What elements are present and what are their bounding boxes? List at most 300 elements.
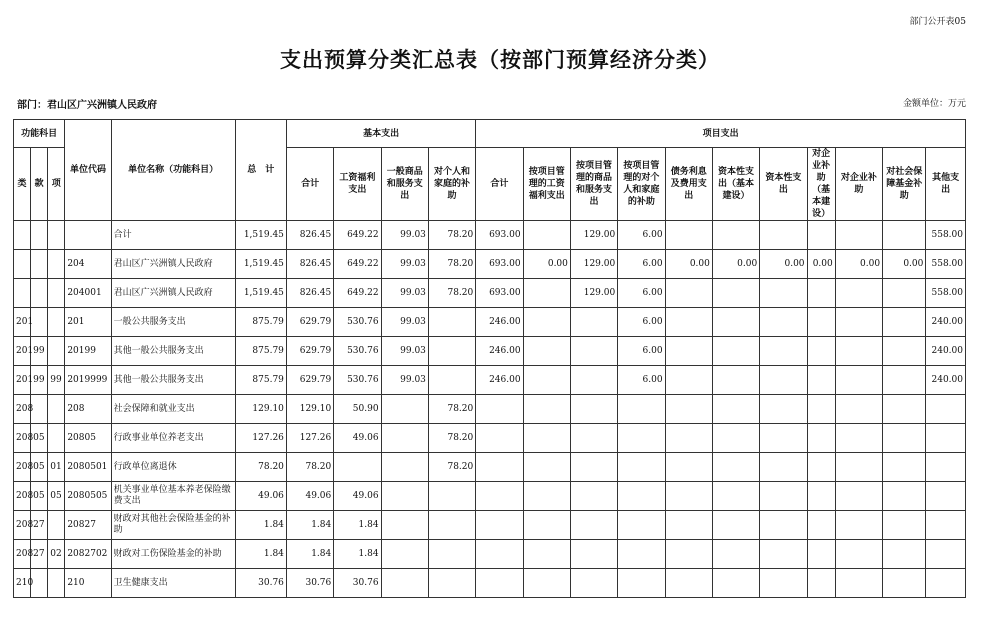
value-cell: 6.00 [618, 366, 665, 395]
value-cell [760, 453, 807, 482]
value-cell [618, 482, 665, 511]
value-cell [381, 482, 428, 511]
xiang-cell: 02 [48, 540, 65, 569]
unit-code-cell: 204001 [65, 279, 111, 308]
value-cell [712, 337, 759, 366]
kuan-cell: 27 [31, 511, 48, 540]
value-cell [883, 279, 926, 308]
project-col-header: 资本性支出 [760, 148, 807, 221]
value-cell: 78.20 [428, 221, 475, 250]
value-cell [835, 453, 882, 482]
value-cell [523, 482, 570, 511]
value-cell: 78.20 [428, 279, 475, 308]
value-cell [883, 366, 926, 395]
value-cell [428, 569, 475, 598]
xiang-cell [48, 221, 65, 250]
total-cell: 30.76 [235, 569, 286, 598]
value-cell: 240.00 [926, 308, 966, 337]
value-cell [476, 395, 523, 424]
xiang-cell [48, 337, 65, 366]
value-cell [381, 395, 428, 424]
value-cell [428, 511, 475, 540]
lei-cell: 201 [14, 308, 31, 337]
value-cell [476, 569, 523, 598]
total-cell: 875.79 [235, 308, 286, 337]
value-cell [476, 511, 523, 540]
value-cell: 30.76 [286, 569, 333, 598]
value-cell [712, 540, 759, 569]
value-cell [665, 511, 712, 540]
unit-name-cell: 机关事业单位基本养老保险缴费支出 [111, 482, 235, 511]
lei-cell: 208 [14, 540, 31, 569]
value-cell: 129.00 [570, 221, 617, 250]
value-cell [428, 482, 475, 511]
value-cell [523, 221, 570, 250]
value-cell [665, 424, 712, 453]
value-cell [570, 395, 617, 424]
kuan-cell [31, 279, 48, 308]
value-cell [665, 366, 712, 395]
value-cell: 6.00 [618, 279, 665, 308]
unit-name-cell: 其他一般公共服务支出 [111, 366, 235, 395]
value-cell [712, 511, 759, 540]
value-cell [835, 366, 882, 395]
value-cell [883, 569, 926, 598]
value-cell: 78.20 [428, 424, 475, 453]
unit-name-cell: 行政事业单位养老支出 [111, 424, 235, 453]
value-cell [665, 540, 712, 569]
value-cell: 0.00 [807, 250, 835, 279]
value-cell: 530.76 [334, 308, 381, 337]
value-cell [523, 540, 570, 569]
value-cell [381, 569, 428, 598]
lei-cell: 208 [14, 511, 31, 540]
value-cell [926, 453, 966, 482]
value-cell [760, 308, 807, 337]
value-cell [570, 511, 617, 540]
total-cell: 875.79 [235, 366, 286, 395]
value-cell: 240.00 [926, 337, 966, 366]
value-cell [712, 308, 759, 337]
value-cell: 558.00 [926, 221, 966, 250]
project-col-header: 合计 [476, 148, 523, 221]
value-cell: 127.26 [286, 424, 333, 453]
table-row [14, 511, 966, 540]
value-cell [570, 540, 617, 569]
value-cell [570, 337, 617, 366]
value-cell [570, 366, 617, 395]
value-cell [523, 308, 570, 337]
value-cell: 49.06 [286, 482, 333, 511]
value-cell [523, 279, 570, 308]
value-cell [760, 221, 807, 250]
value-cell [760, 395, 807, 424]
lei-cell: 208 [14, 453, 31, 482]
value-cell: 99.03 [381, 221, 428, 250]
value-cell [760, 540, 807, 569]
total-cell: 1,519.45 [235, 250, 286, 279]
value-cell [835, 424, 882, 453]
basic-col-header: 合计 [286, 148, 333, 221]
value-cell [428, 540, 475, 569]
lei-cell: 208 [14, 482, 31, 511]
budget-table [13, 119, 966, 598]
kuan-cell: 99 [31, 337, 48, 366]
value-cell [807, 540, 835, 569]
table-row [14, 366, 966, 395]
kuan-cell: 27 [31, 540, 48, 569]
table-row [14, 250, 966, 279]
value-cell [807, 424, 835, 453]
xiang-cell [48, 308, 65, 337]
value-cell [712, 221, 759, 250]
kuan-cell [31, 569, 48, 598]
value-cell [760, 511, 807, 540]
project-col-header: 对企业补助（基本建设） [807, 148, 835, 221]
value-cell [618, 569, 665, 598]
value-cell: 99.03 [381, 366, 428, 395]
value-cell [712, 279, 759, 308]
value-cell [618, 395, 665, 424]
xiang-cell [48, 395, 65, 424]
unit-name-cell: 君山区广兴洲镇人民政府 [111, 250, 235, 279]
xiang-header: 项 [48, 148, 65, 221]
value-cell [883, 395, 926, 424]
value-cell [665, 279, 712, 308]
kuan-cell: 05 [31, 453, 48, 482]
value-cell: 99.03 [381, 279, 428, 308]
value-cell: 0.00 [665, 250, 712, 279]
value-cell [835, 482, 882, 511]
value-cell [835, 308, 882, 337]
value-cell [807, 337, 835, 366]
value-cell [760, 337, 807, 366]
kuan-cell [31, 308, 48, 337]
kuan-cell: 05 [31, 424, 48, 453]
value-cell: 99.03 [381, 308, 428, 337]
value-cell: 629.79 [286, 337, 333, 366]
unit-name-cell: 财政对其他社会保险基金的补助 [111, 511, 235, 540]
value-cell [883, 482, 926, 511]
value-cell [760, 569, 807, 598]
basic-col-header: 对个人和家庭的补助 [428, 148, 475, 221]
table-row [14, 540, 966, 569]
unit-code-cell: 210 [65, 569, 111, 598]
total-cell: 875.79 [235, 337, 286, 366]
project-col-header: 债务利息及费用支出 [665, 148, 712, 221]
value-cell [665, 569, 712, 598]
value-cell [381, 453, 428, 482]
value-cell [760, 482, 807, 511]
value-cell [712, 482, 759, 511]
value-cell [807, 569, 835, 598]
department-label: 部门：君山区广兴洲镇人民政府 [17, 100, 157, 111]
value-cell: 530.76 [334, 337, 381, 366]
value-cell: 78.20 [428, 453, 475, 482]
value-cell [760, 366, 807, 395]
value-cell [835, 221, 882, 250]
lei-cell: 201 [14, 337, 31, 366]
total-cell: 78.20 [235, 453, 286, 482]
basic-col-header: 工资福利支出 [334, 148, 381, 221]
value-cell [760, 424, 807, 453]
value-cell: 49.06 [334, 424, 381, 453]
unit-code-cell: 2082702 [65, 540, 111, 569]
value-cell: 129.00 [570, 279, 617, 308]
total-cell: 127.26 [235, 424, 286, 453]
value-cell [835, 569, 882, 598]
value-cell [665, 308, 712, 337]
kuan-cell [31, 250, 48, 279]
value-cell: 530.76 [334, 366, 381, 395]
value-cell: 246.00 [476, 337, 523, 366]
value-cell [883, 424, 926, 453]
value-cell [570, 424, 617, 453]
form-number: 部门公开表05 [909, 17, 966, 27]
project-col-header: 其他支出 [926, 148, 966, 221]
kuan-cell: 99 [31, 366, 48, 395]
lei-cell: 208 [14, 424, 31, 453]
xiang-cell [48, 279, 65, 308]
lei-cell [14, 250, 31, 279]
value-cell [835, 337, 882, 366]
value-cell [334, 453, 381, 482]
project-col-header: 按项目管理的商品和服务支出 [570, 148, 617, 221]
value-cell: 629.79 [286, 308, 333, 337]
unit-name-header: 单位名称（功能科目） [111, 120, 235, 221]
unit-code-cell [65, 221, 111, 250]
value-cell [381, 511, 428, 540]
value-cell: 693.00 [476, 250, 523, 279]
project-col-header: 资本性支出（基本建设） [712, 148, 759, 221]
value-cell [807, 366, 835, 395]
table-row [14, 308, 966, 337]
value-cell: 240.00 [926, 366, 966, 395]
value-cell [835, 279, 882, 308]
value-cell [523, 453, 570, 482]
project-col-header: 按项目管理的工资福利支出 [523, 148, 570, 221]
value-cell [712, 424, 759, 453]
value-cell [428, 366, 475, 395]
value-cell [712, 366, 759, 395]
unit-name-cell: 社会保障和就业支出 [111, 395, 235, 424]
value-cell [926, 511, 966, 540]
value-cell [476, 540, 523, 569]
value-cell [665, 482, 712, 511]
value-cell: 246.00 [476, 308, 523, 337]
value-cell: 649.22 [334, 279, 381, 308]
value-cell: 629.79 [286, 366, 333, 395]
value-cell [476, 424, 523, 453]
lei-cell [14, 221, 31, 250]
value-cell: 78.20 [428, 250, 475, 279]
value-cell: 30.76 [334, 569, 381, 598]
value-cell: 50.90 [334, 395, 381, 424]
unit-code-cell: 2080505 [65, 482, 111, 511]
value-cell: 826.45 [286, 250, 333, 279]
value-cell [926, 424, 966, 453]
value-cell: 826.45 [286, 279, 333, 308]
value-cell: 1.84 [334, 511, 381, 540]
value-cell [807, 308, 835, 337]
value-cell: 649.22 [334, 250, 381, 279]
value-cell [883, 540, 926, 569]
value-cell [523, 395, 570, 424]
project-expense-header: 项目支出 [476, 120, 966, 148]
value-cell [523, 569, 570, 598]
unit-code-cell: 20805 [65, 424, 111, 453]
value-cell [428, 337, 475, 366]
value-cell [926, 569, 966, 598]
value-cell [883, 221, 926, 250]
value-cell: 129.10 [286, 395, 333, 424]
table-row [14, 221, 966, 250]
value-cell [807, 453, 835, 482]
unit-code-cell: 2019999 [65, 366, 111, 395]
value-cell: 0.00 [712, 250, 759, 279]
value-cell [665, 337, 712, 366]
kuan-cell [31, 395, 48, 424]
table-row [14, 279, 966, 308]
amount-unit-label: 金额单位：万元 [902, 99, 966, 109]
kuan-header: 款 [31, 148, 48, 221]
value-cell: 6.00 [618, 250, 665, 279]
total-cell: 1.84 [235, 540, 286, 569]
value-cell: 0.00 [835, 250, 882, 279]
kuan-cell: 05 [31, 482, 48, 511]
value-cell: 49.06 [334, 482, 381, 511]
value-cell: 558.00 [926, 279, 966, 308]
value-cell [428, 308, 475, 337]
project-col-header: 对企业补助 [835, 148, 882, 221]
page-title: 支出预算分类汇总表（按部门预算经济分类） [280, 47, 720, 72]
value-cell [523, 511, 570, 540]
value-cell: 6.00 [618, 308, 665, 337]
unit-name-cell: 其他一般公共服务支出 [111, 337, 235, 366]
value-cell: 693.00 [476, 279, 523, 308]
value-cell: 558.00 [926, 250, 966, 279]
value-cell [807, 279, 835, 308]
table-row [14, 482, 966, 511]
xiang-cell [48, 511, 65, 540]
value-cell [926, 540, 966, 569]
lei-cell: 210 [14, 569, 31, 598]
value-cell [381, 540, 428, 569]
xiang-cell: 99 [48, 366, 65, 395]
value-cell: 0.00 [883, 250, 926, 279]
unit-name-cell: 卫生健康支出 [111, 569, 235, 598]
value-cell [883, 511, 926, 540]
value-cell [570, 453, 617, 482]
table-row [14, 337, 966, 366]
table-row [14, 569, 966, 598]
unit-name-cell: 君山区广兴洲镇人民政府 [111, 279, 235, 308]
value-cell [570, 482, 617, 511]
value-cell [476, 482, 523, 511]
xiang-cell [48, 250, 65, 279]
unit-code-cell: 20827 [65, 511, 111, 540]
value-cell [618, 511, 665, 540]
basic-col-header: 一般商品和服务支出 [381, 148, 428, 221]
value-cell: 6.00 [618, 337, 665, 366]
value-cell: 0.00 [523, 250, 570, 279]
unit-name-cell: 一般公共服务支出 [111, 308, 235, 337]
value-cell [807, 482, 835, 511]
unit-code-cell: 201 [65, 308, 111, 337]
value-cell [760, 279, 807, 308]
value-cell [926, 482, 966, 511]
xiang-cell: 05 [48, 482, 65, 511]
value-cell: 78.20 [286, 453, 333, 482]
value-cell: 826.45 [286, 221, 333, 250]
unit-name-cell: 合计 [111, 221, 235, 250]
value-cell: 129.00 [570, 250, 617, 279]
table-row [14, 453, 966, 482]
value-cell: 693.00 [476, 221, 523, 250]
table-row [14, 395, 966, 424]
xiang-cell: 01 [48, 453, 65, 482]
value-cell [665, 395, 712, 424]
total-cell: 49.06 [235, 482, 286, 511]
value-cell [523, 424, 570, 453]
unit-name-cell: 行政单位离退休 [111, 453, 235, 482]
value-cell [807, 511, 835, 540]
value-cell [926, 395, 966, 424]
unit-code-cell: 208 [65, 395, 111, 424]
unit-code-cell: 20199 [65, 337, 111, 366]
total-cell: 1.84 [235, 511, 286, 540]
value-cell: 99.03 [381, 250, 428, 279]
value-cell: 6.00 [618, 221, 665, 250]
kuan-cell [31, 221, 48, 250]
value-cell [618, 424, 665, 453]
value-cell [523, 337, 570, 366]
value-cell: 99.03 [381, 337, 428, 366]
xiang-cell [48, 424, 65, 453]
project-col-header: 对社会保障基金补助 [883, 148, 926, 221]
table-row [14, 424, 966, 453]
lei-cell [14, 279, 31, 308]
unit-code-header: 单位代码 [65, 120, 111, 221]
lei-header: 类 [14, 148, 31, 221]
lei-cell: 201 [14, 366, 31, 395]
value-cell: 1.84 [334, 540, 381, 569]
value-cell [476, 453, 523, 482]
value-cell [883, 337, 926, 366]
value-cell [618, 453, 665, 482]
value-cell [570, 569, 617, 598]
unit-code-cell: 2080501 [65, 453, 111, 482]
value-cell: 0.00 [760, 250, 807, 279]
basic-expense-header: 基本支出 [286, 120, 475, 148]
value-cell: 1.84 [286, 511, 333, 540]
value-cell [883, 308, 926, 337]
value-cell [712, 453, 759, 482]
total-cell: 1,519.45 [235, 221, 286, 250]
total-header: 总 计 [235, 120, 286, 221]
project-col-header: 按项目管理的对个人和家庭的补助 [618, 148, 665, 221]
xiang-cell [48, 569, 65, 598]
value-cell [665, 221, 712, 250]
value-cell [807, 221, 835, 250]
value-cell: 246.00 [476, 366, 523, 395]
value-cell [618, 540, 665, 569]
value-cell: 649.22 [334, 221, 381, 250]
func-subject-header: 功能科目 [14, 120, 65, 148]
value-cell [807, 395, 835, 424]
value-cell [835, 395, 882, 424]
value-cell [835, 511, 882, 540]
